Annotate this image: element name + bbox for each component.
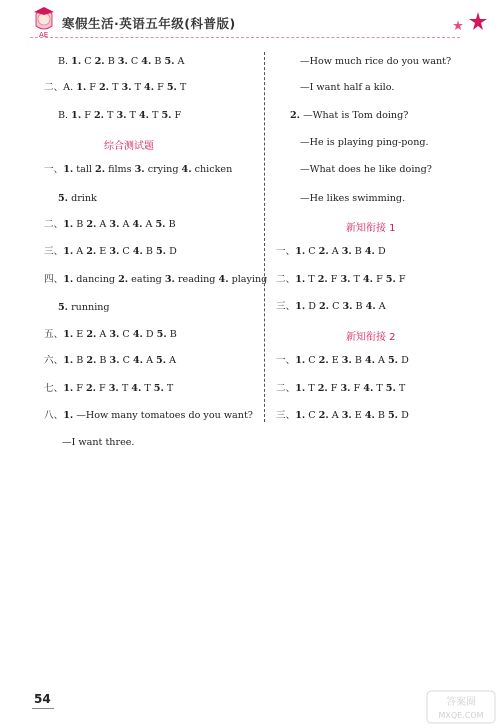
column-divider [264, 52, 265, 422]
girl-logo-icon [30, 4, 58, 38]
section-heading: 新知衔接 1 [346, 223, 396, 234]
answer-line: —What does he like doing? [300, 164, 432, 175]
answer-line: 三、1. C 2. A 3. E 4. B 5. D [276, 410, 409, 421]
answer-line: 5. running [58, 302, 110, 313]
answer-line: —I want half a kilo. [300, 82, 395, 93]
logo-text: AE [39, 31, 49, 38]
answer-line: 一、1. tall 2. films 3. crying 4. chicken [44, 164, 233, 175]
answer-line: 八、1. —How many tomatoes do you want? [44, 410, 253, 421]
page-number: 54 [34, 692, 51, 706]
section-heading: 综合测试题 [104, 141, 154, 152]
answer-line: 一、1. C 2. A 3. B 4. D [276, 246, 386, 257]
stars-decoration-icon [448, 8, 488, 38]
answer-line: 四、1. dancing 2. eating 3. reading 4. playing [44, 274, 268, 285]
answer-line: 一、1. C 2. E 3. B 4. A 5. D [276, 355, 409, 366]
svg-text:MXQE.COM: MXQE.COM [438, 711, 484, 720]
answer-line: 二、A. 1. F 2. T 3. T 4. F 5. T [44, 82, 187, 93]
answer-line: 二、1. B 2. A 3. A 4. A 5. B [44, 219, 176, 230]
answer-line: 三、1. D 2. C 3. B 4. A [276, 301, 386, 312]
answer-line: 二、1. T 2. F 3. T 4. F 5. F [276, 274, 406, 285]
answer-line: 2. —What is Tom doing? [290, 110, 409, 121]
watermark-logo [426, 690, 496, 724]
answer-line: B. 1. F 2. T 3. T 4. T 5. F [58, 110, 182, 121]
answer-line: 三、1. A 2. E 3. C 4. B 5. D [44, 246, 177, 257]
answer-line: 二、1. T 2. F 3. F 4. T 5. T [276, 383, 406, 394]
svg-text:答案圈: 答案圈 [446, 697, 476, 708]
answer-line: —I want three. [62, 437, 135, 448]
answer-line: —He likes swimming. [300, 193, 406, 204]
answer-line: —He is playing ping-pong. [300, 137, 429, 148]
header-dashed-line [30, 37, 460, 38]
answer-line: —How much rice do you want? [300, 56, 452, 67]
page-number-underline [32, 708, 54, 709]
answer-line: 五、1. E 2. A 3. C 4. D 5. B [44, 329, 177, 340]
section-heading: 新知衔接 2 [346, 332, 396, 343]
header-title: 寒假生活·英语五年级(科普版) [62, 16, 236, 31]
page-header [0, 0, 500, 44]
answer-line: 5. drink [58, 193, 97, 204]
answer-line: 七、1. F 2. F 3. T 4. T 5. T [44, 383, 174, 394]
answer-line: B. 1. C 2. B 3. C 4. B 5. A [58, 56, 185, 67]
answer-line: 六、1. B 2. B 3. C 4. A 5. A [44, 355, 177, 366]
